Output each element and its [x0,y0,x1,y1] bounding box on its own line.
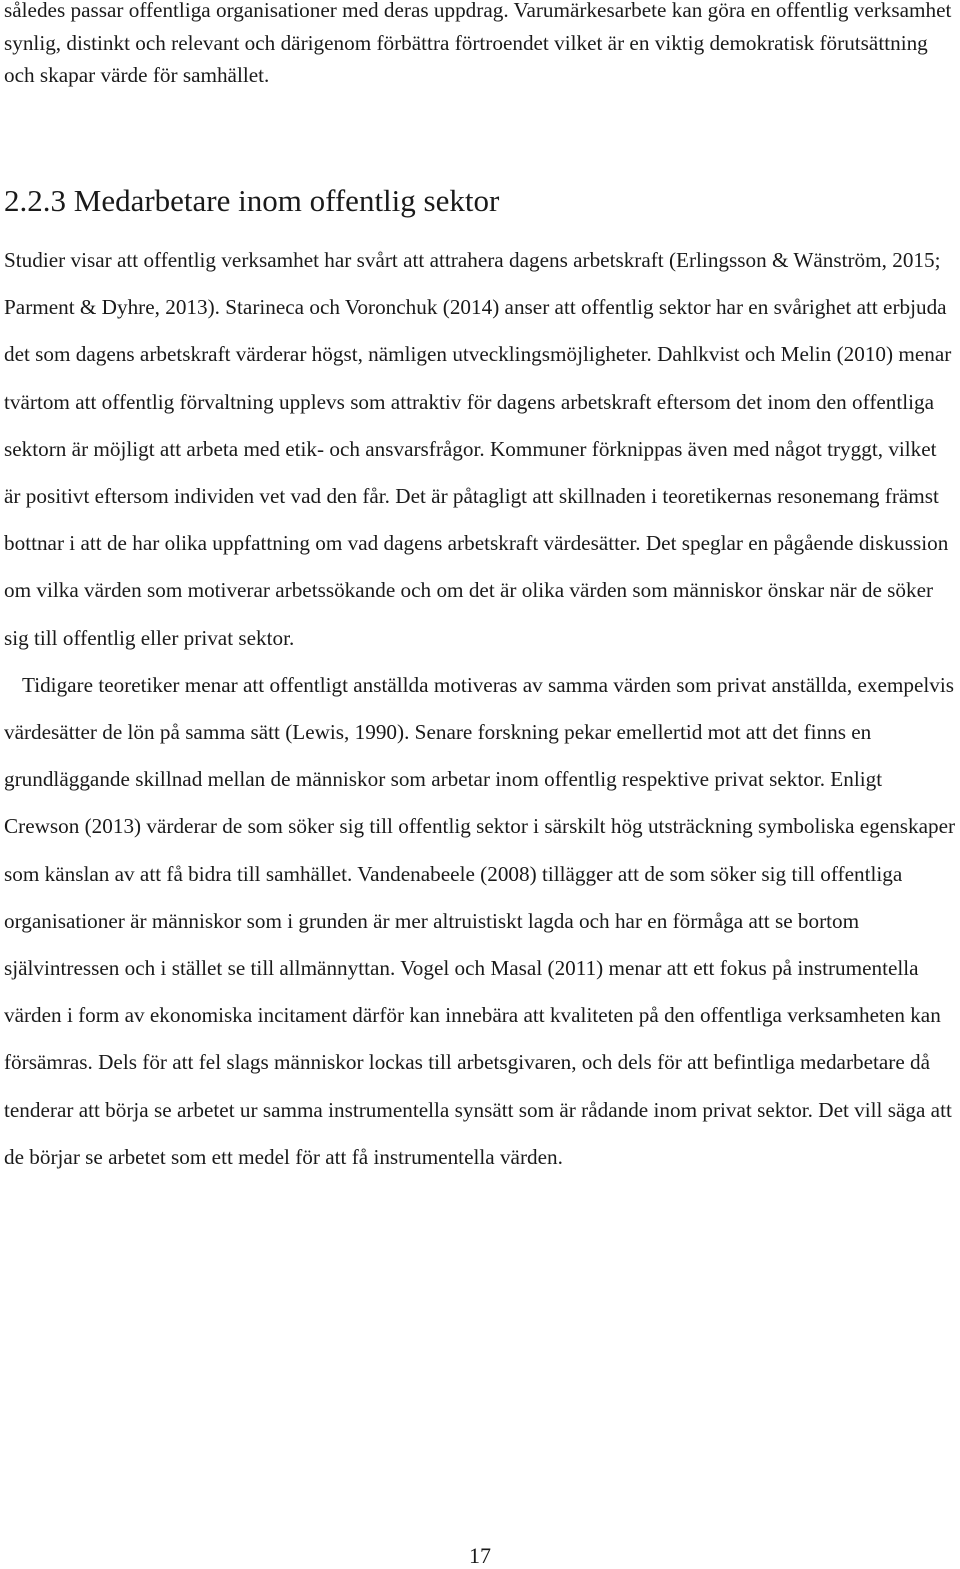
body-paragraph-2: Tidigare teoretiker menar att offentligt anställda motiveras av samma värden som privat anställda, exempelvis värdesätter de lön på samma sätt (Lewis, 1990). Senare forskning pekar emellertid mot att det finns en grundläggande skillnad mellan de människor som arbetar inom offentlig respektive privat sektor. Enligt Crewson (2013) värderar de som söker sig till offentlig sektor i särskilt hög utsträckning symboliska egenskaper som känslan av att få bidra till samhället. Vandenabeele (2008) tillägger att de som söker sig till offentliga organisationer är människor som i grunden är mer altruistiskt lagda och har en förmåga att se bortom självintressen och i stället se till allmännyttan. Vogel och Masal (2011) menar att ett fokus på instrumentella värden i form av ekonomiska incitament därför kan innebära att kvaliteten på den offentliga verksamheten kan försämras. Dels för att fel slags människor lockas till arbetsgivaren, och dels för att befintliga medarbetare då tenderar att börja se arbetet ur samma instrumentella synsätt som är rådande inom privat sektor. Det vill säga att de börjar se arbetet som ett medel för att få instrumentella värden. [4,672,956,1169]
page-number: 17 [469,1543,491,1568]
section-heading: 2.2.3 Medarbetare inom offentlig sektor [4,183,500,218]
section-body [4,237,958,1181]
body-paragraph-1: Studier visar att offentlig verksamhet har svårt att attrahera dagens arbetskraft (Erlingsson & Wänström, 2015; Parment & Dyhre, 2013). Starineca och Voronchuk (2014) anser att offentlig sektor har en svårighet att erbjuda det som dagens arbetskraft värderar högst, nämligen utvecklingsmöjligheter. Dahlkvist och Melin (2010) menar tvärtom att offentlig förvaltning upplevs som attraktiv för dagens arbetskraft eftersom det inom den offentliga sektorn är möjligt att arbeta med etik- och ansvarsfrågor. Kommuner förknippas även med något tryggt, vilket är positivt eftersom individen vet vad den får. Det är påtagligt att skillnaden i teoretikernas resonemang främst bottnar i att de har olika uppfattning om vad dagens arbetskraft värdesätter. Det speglar en pågående diskussion om vilka värden som motiverar arbetssökande och om det är olika värden som människor önskar när de söker sig till offentlig eller privat sektor. [4,248,952,650]
intro-paragraph: således passar offentliga organisationer med deras uppdrag. Varumärkesarbete kan göra en offentlig verksamhet synlig, distinkt och relevant och därigenom förbättra förtroendet vilket är en viktig demokratisk förutsättning och skapar värde för samhället. [4,0,952,87]
